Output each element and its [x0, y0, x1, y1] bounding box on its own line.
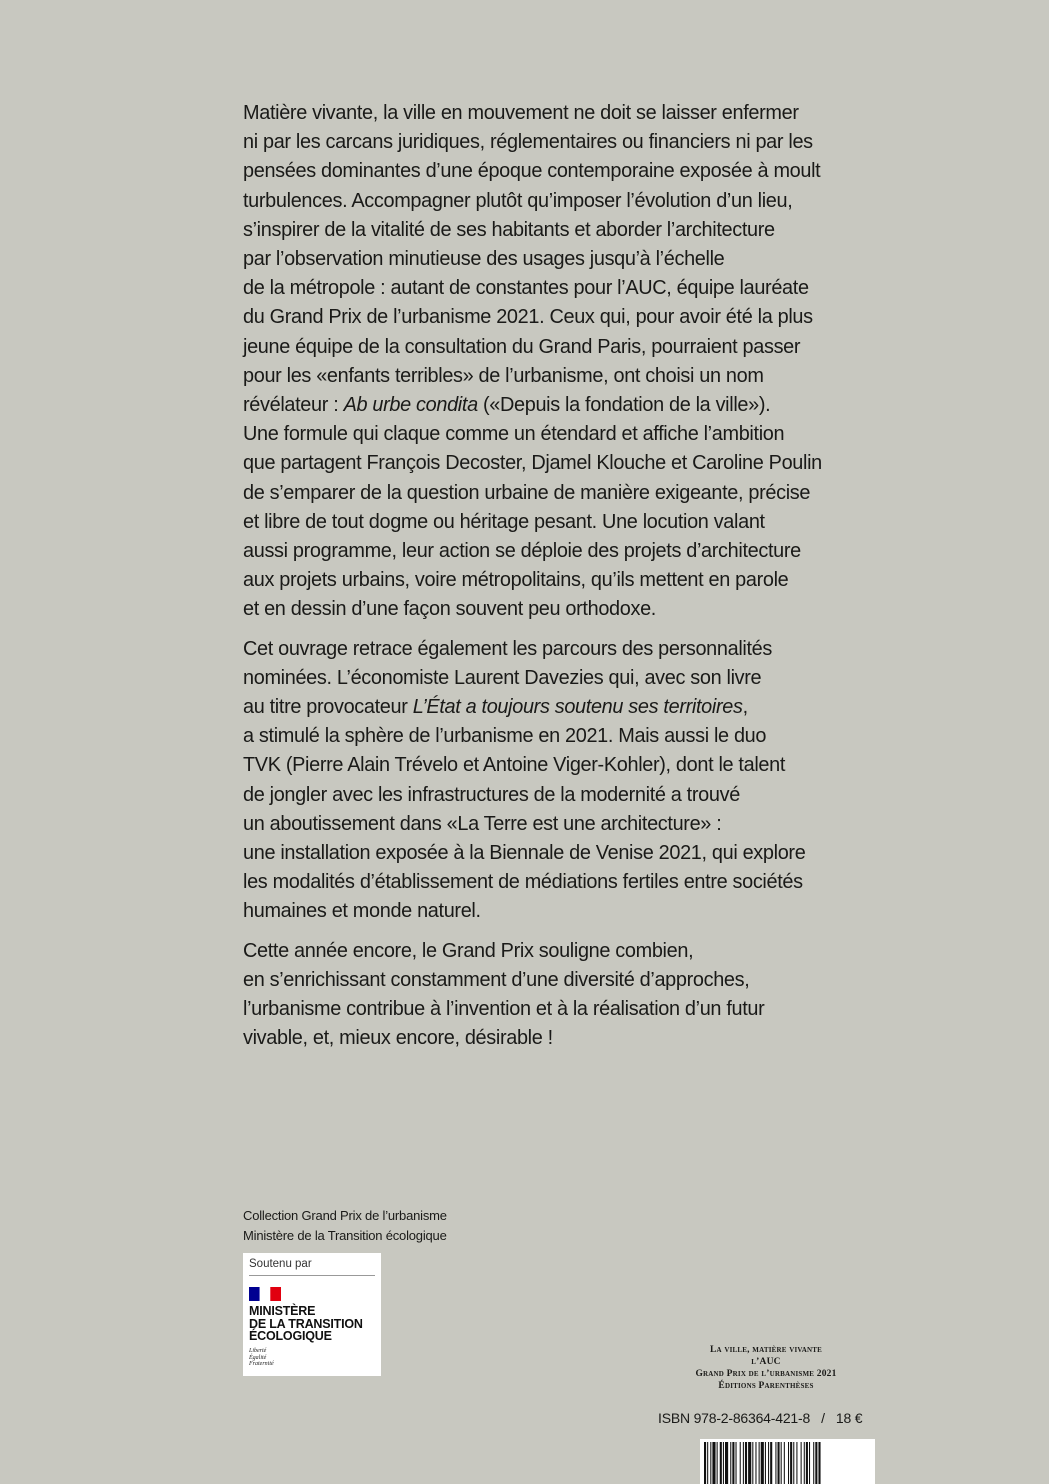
text-segment: humaines et monde naturel.: [243, 899, 481, 923]
body-paragraph: [243, 98, 864, 624]
italic-title: Ab urbe condita: [343, 393, 478, 417]
text-segment: pour les «enfants terribles» de l’urbanisme, ont choisi un nom: [243, 363, 764, 387]
text-line: [243, 936, 864, 965]
text-line: [243, 965, 864, 994]
body-paragraph: [243, 936, 864, 1053]
text-line: [243, 750, 864, 779]
barcode-bar: [788, 1442, 789, 1484]
ministry-wordmark: [249, 1305, 363, 1343]
barcode-bar: [796, 1442, 797, 1484]
motto-line: Liberté: [249, 1348, 267, 1354]
text-segment: Une formule qui claque comme un étendard et affiche l’ambition: [243, 422, 785, 446]
body-paragraph: [243, 634, 864, 926]
text-line: [243, 838, 864, 867]
text-segment: («Depuis la fondation de la ville»).: [477, 393, 771, 417]
text-segment: l’urbanisme contribue à l’invention et à la réalisation d’un futur: [243, 997, 765, 1021]
text-segment: Cette année encore, le Grand Prix souligne combien,: [243, 938, 694, 962]
motto-line: Égalité: [249, 1354, 267, 1361]
text-line: [243, 215, 864, 244]
barcode-bar: [759, 1442, 760, 1484]
prize-name: Grand Prix de l’urbanisme 2021: [695, 1369, 837, 1379]
barcode-bar: [725, 1442, 728, 1484]
text-line: [243, 332, 864, 361]
text-segment: une installation exposée à la Biennale de Venise 2021, qui explore: [243, 841, 806, 865]
text-line: [243, 244, 864, 273]
text-line: [243, 721, 864, 750]
republic-motto: [249, 1348, 274, 1368]
text-line: [243, 536, 864, 565]
barcode-bar: [809, 1442, 810, 1484]
text-segment: vivable, et, mieux encore, désirable !: [243, 1026, 553, 1050]
text-segment: Cet ouvrage retrace également les parcours des personnalités: [243, 636, 772, 660]
text-segment: les modalités d’établissement de médiations fertiles entre sociétés: [243, 870, 803, 894]
barcode-bar: [781, 1442, 782, 1484]
colophon: [660, 1344, 872, 1392]
text-segment: au titre provocateur: [243, 695, 413, 719]
barcode-bar: [712, 1442, 715, 1484]
barcode-bar: [745, 1442, 747, 1484]
text-line: [243, 634, 864, 663]
text-line: [243, 692, 864, 721]
ministry-line: DE LA TRANSITION: [249, 1316, 363, 1331]
barcode-bar: [813, 1442, 814, 1484]
barcode-bar: [765, 1442, 766, 1484]
text-segment: un aboutissement dans «La Terre est une architecture» :: [243, 811, 722, 835]
text-line: [243, 98, 864, 127]
text-line: [243, 867, 864, 896]
motto-line: Fraternité: [249, 1361, 274, 1367]
text-segment: Matière vivante, la ville en mouvement ne doit se laisser enfermer: [243, 101, 799, 124]
text-line: [243, 1023, 864, 1052]
text-segment: en s’enrichissant constamment d’une diversité d’approches,: [243, 967, 750, 991]
barcode-bar: [704, 1442, 706, 1484]
barcode-bar: [752, 1442, 753, 1484]
barcode-bar: [775, 1442, 776, 1484]
back-cover-text: [243, 98, 864, 1063]
text-line: [243, 302, 864, 331]
isbn-price: ISBN 978-2-86364-421-8 / 18 €: [658, 1410, 863, 1426]
text-segment: pensées dominantes d’une époque contemporaine exposée à moult: [243, 159, 821, 183]
barcode-bar: [720, 1442, 722, 1484]
barcode-bar: [793, 1442, 794, 1484]
text-line: [243, 994, 864, 1023]
text-line: [243, 478, 864, 507]
text-segment: turbulences. Accompagner plutôt qu’imposer l’évolution d’un lieu,: [243, 188, 793, 212]
text-segment: jeune équipe de la consultation du Grand Paris, pourraient passer: [243, 334, 801, 358]
barcode-bar: [815, 1442, 817, 1484]
text-segment: a stimulé la sphère de l’urbanisme en 2021. Mais aussi le duo: [243, 724, 767, 748]
laureate-name: l’AUC: [751, 1357, 781, 1367]
text-line: [243, 594, 864, 623]
text-segment: s’inspirer de la vitalité de ses habitants et aborder l’architecture: [243, 217, 775, 241]
text-segment: par l’observation minutieuse des usages jusqu’à l’échelle: [243, 247, 725, 271]
logo-divider: [249, 1275, 375, 1276]
collection-credits: [243, 1206, 447, 1246]
barcode-bar: [804, 1442, 805, 1484]
barcode-bar: [736, 1442, 737, 1484]
barcode-bar: [770, 1442, 772, 1484]
text-line: [243, 565, 864, 594]
barcode-bar: [790, 1442, 792, 1484]
text-segment: de la métropole : autant de constantes pour l’AUC, équipe lauréate: [243, 276, 809, 300]
text-line: [243, 127, 864, 156]
text-segment: de jongler avec les infrastructures de la modernité a trouvé: [243, 782, 740, 806]
barcode-bar: [710, 1442, 711, 1484]
barcode-bar: [740, 1442, 741, 1484]
text-line: [243, 896, 864, 925]
ministry-logo: [243, 1253, 381, 1376]
book-title: La ville, matière vivante: [710, 1345, 822, 1355]
barcode-bar: [707, 1442, 708, 1484]
text-line: [243, 809, 864, 838]
ministry-name: Ministère de la Transition écologique: [243, 1228, 447, 1243]
barcode-bar: [743, 1442, 744, 1484]
text-line: [243, 663, 864, 692]
barcode-icon: [700, 1439, 875, 1484]
ministry-line: MINISTÈRE: [249, 1304, 316, 1318]
text-line: [243, 273, 864, 302]
text-line: [243, 156, 864, 185]
text-segment: TVK (Pierre Alain Trévelo et Antoine Viger-Kohler), dont le talent: [243, 753, 786, 777]
barcode-bar: [784, 1442, 785, 1484]
italic-title: L’État a toujours soutenu ses territoires: [412, 695, 743, 719]
barcode-bar: [801, 1442, 802, 1484]
ministry-line: ÉCOLOGIQUE: [249, 1329, 332, 1343]
text-line: [243, 780, 864, 809]
barcode-bar: [723, 1442, 724, 1484]
collection-name: Collection Grand Prix de l’urbanisme: [243, 1208, 447, 1223]
barcode-bar: [768, 1442, 769, 1484]
barcode-bar: [717, 1442, 718, 1484]
barcode-bar: [761, 1442, 764, 1484]
text-line: [243, 361, 864, 390]
text-segment: et libre de tout dogme ou héritage pesant. Une locution valant: [243, 509, 765, 533]
barcode-bar: [778, 1442, 780, 1484]
text-segment: révélateur :: [243, 393, 344, 417]
text-segment: de s’emparer de la question urbaine de manière exigeante, précise: [243, 480, 811, 504]
text-line: [243, 186, 864, 215]
barcode-bar: [818, 1442, 820, 1484]
text-line: [243, 507, 864, 536]
barcode-bar: [755, 1442, 756, 1484]
barcode-bar: [806, 1442, 808, 1484]
barcode-bar: [730, 1442, 731, 1484]
text-line: [243, 448, 864, 477]
text-segment: du Grand Prix de l’urbanisme 2021. Ceux qui, pour avoir été la plus: [243, 305, 813, 329]
supported-by-label: Soutenu par: [249, 1258, 312, 1270]
text-line: [243, 390, 864, 419]
text-segment: aussi programme, leur action se déploie des projets d’architecture: [243, 539, 801, 563]
text-segment: ,: [742, 695, 748, 719]
barcode-bar: [732, 1442, 734, 1484]
text-segment: ni par les carcans juridiques, réglementaires ou financiers ni par les: [243, 130, 813, 154]
text-segment: et en dessin d’une façon souvent peu orthodoxe.: [243, 597, 656, 621]
text-line: [243, 419, 864, 448]
barcode-bar: [748, 1442, 751, 1484]
marianne-flag-icon: [249, 1287, 281, 1301]
text-segment: nominées. L’économiste Laurent Davezies qui, avec son livre: [243, 665, 762, 689]
text-segment: que partagent François Decoster, Djamel Klouche et Caroline Poulin: [243, 451, 822, 475]
text-segment: aux projets urbains, voire métropolitains, qu’ils mettent en parole: [243, 568, 789, 592]
publisher-name: Éditions Parenthèses: [718, 1381, 814, 1391]
